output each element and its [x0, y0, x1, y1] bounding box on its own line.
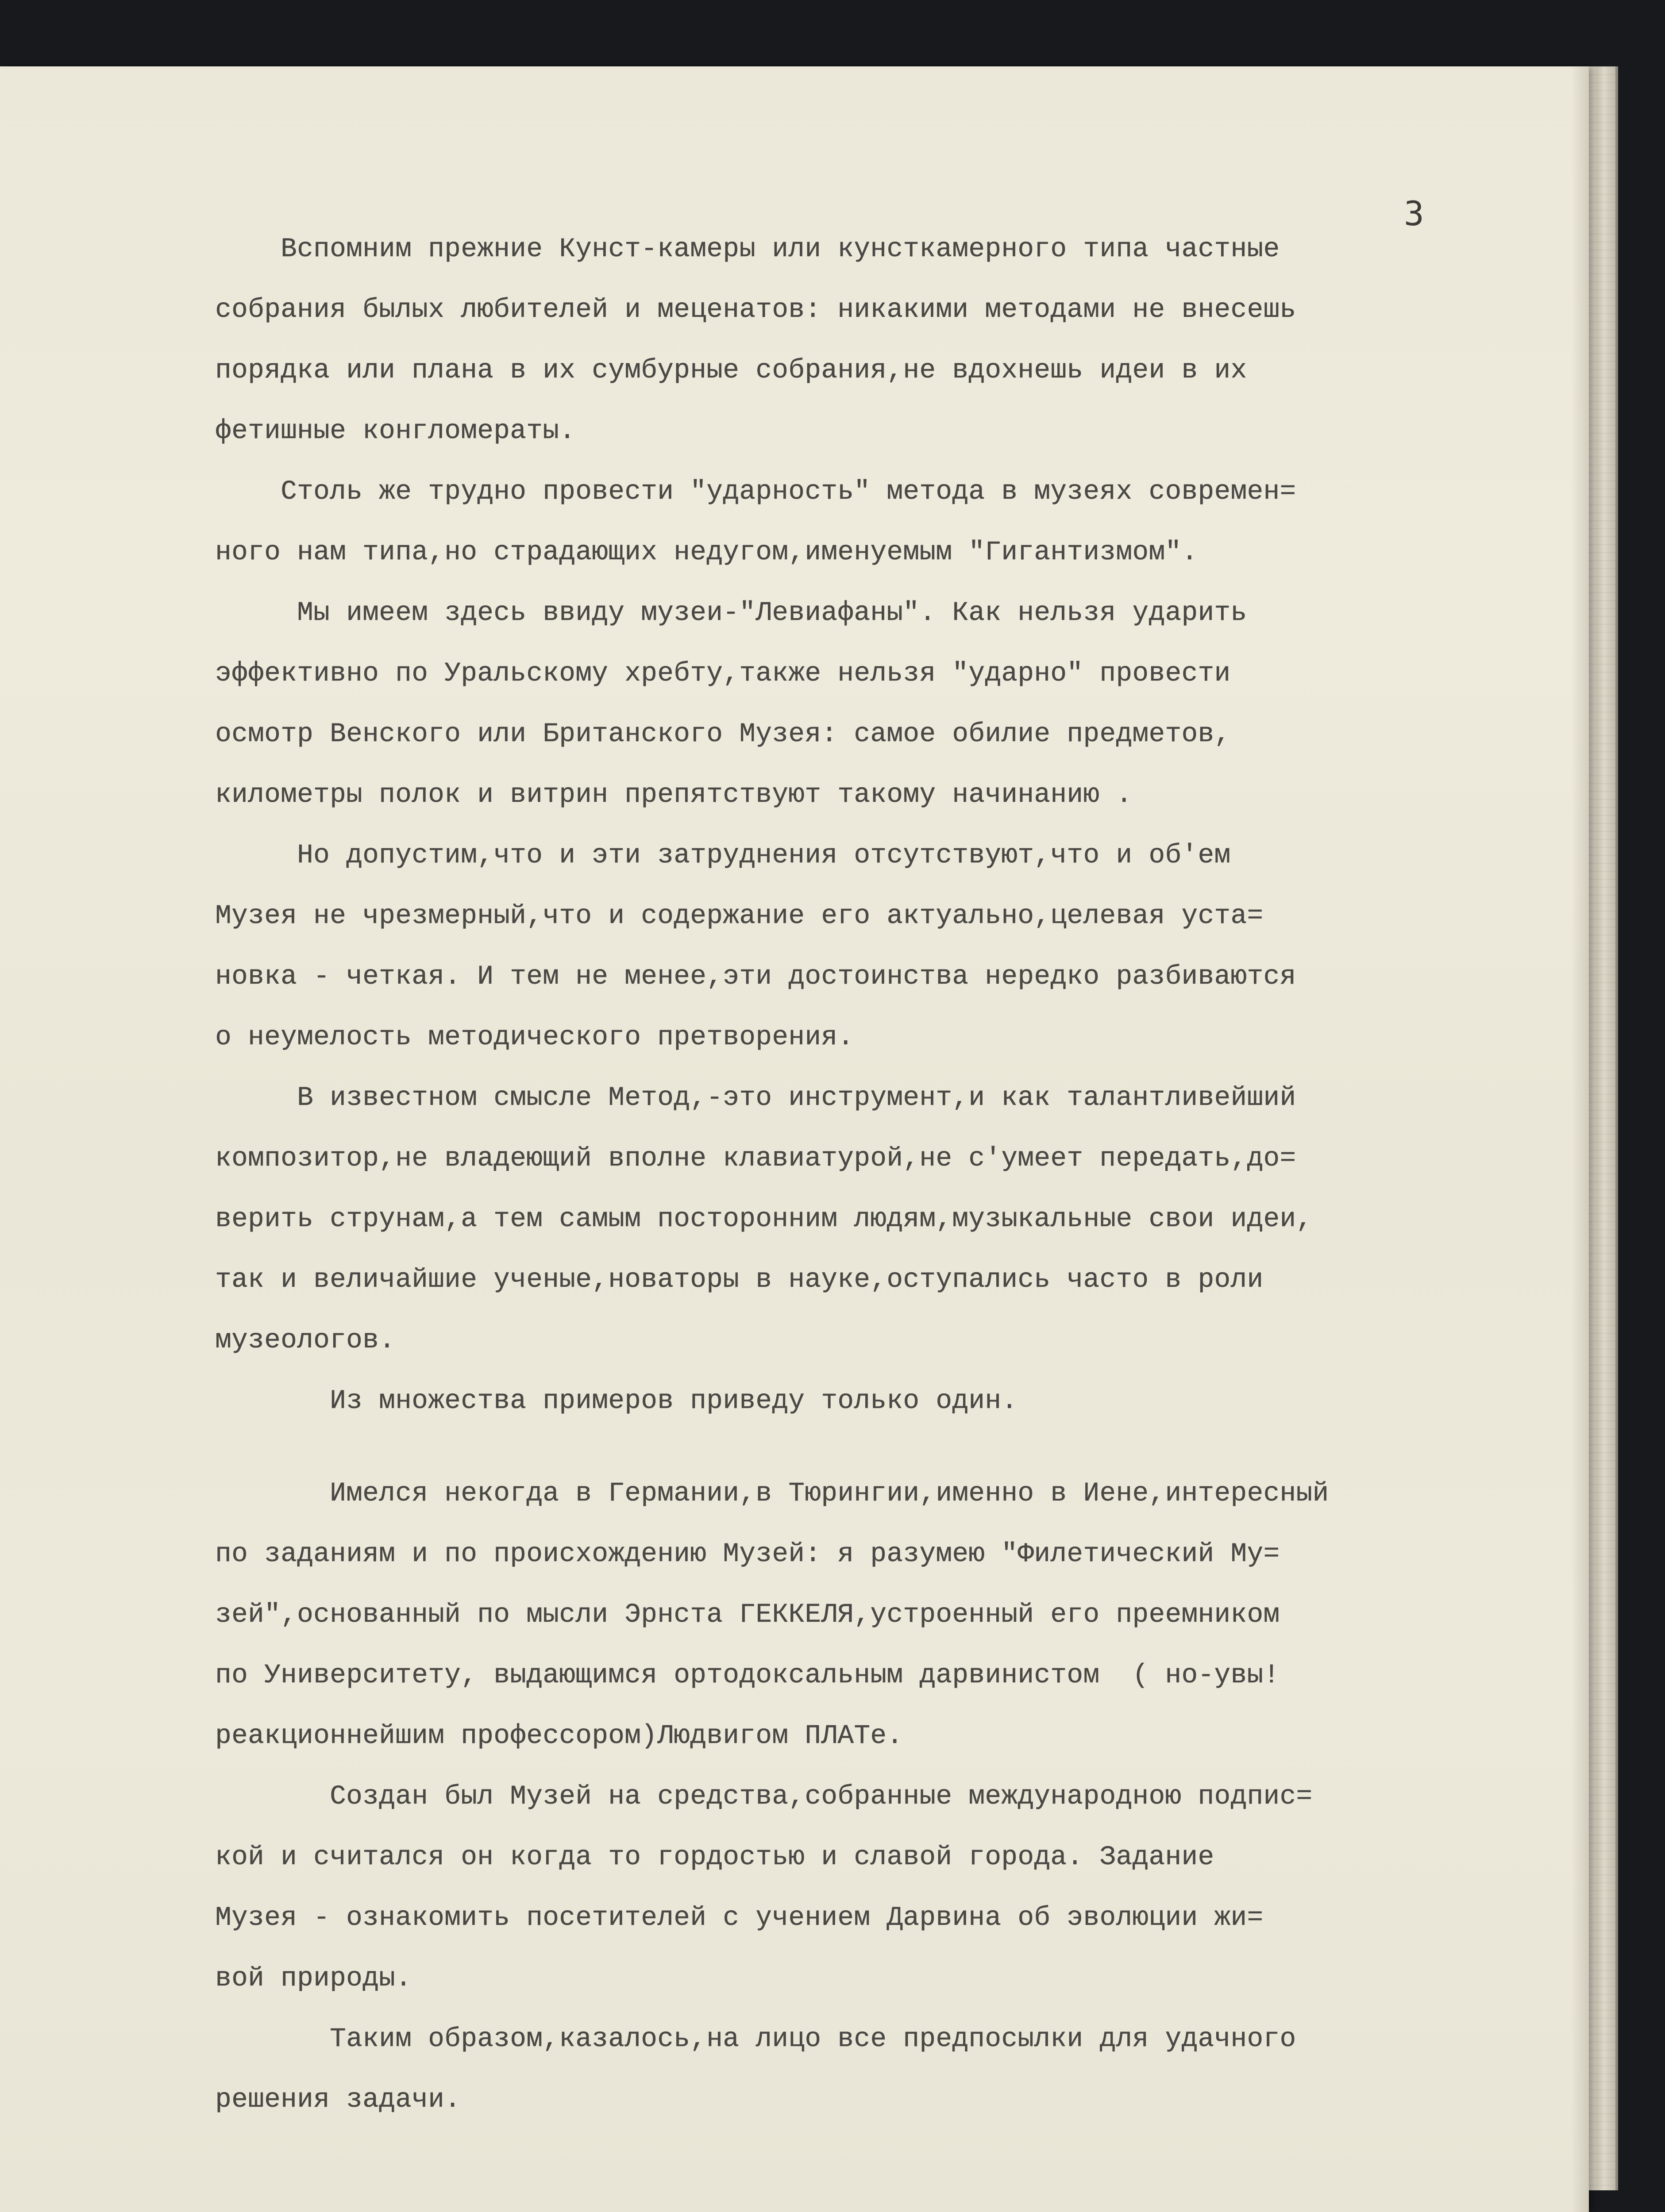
- text-line: эффективно по Уральскому хребту,также нельзя "ударно" провести: [215, 658, 1231, 689]
- text-line: ного нам типа,но страдающих недугом,именуемым "Гигантизмом".: [215, 537, 1198, 568]
- text-line: километры полок и витрин препятствуют такому начинанию .: [215, 780, 1133, 810]
- text-line: Столь же трудно провести "ударность" метода в музеях современ=: [215, 477, 1296, 507]
- text-line: реакционнейшим профессором)Людвигом ПЛАТе.: [215, 1721, 903, 1751]
- text-line: Но допустим,что и эти затруднения отсутствуют,что и об'ем: [215, 840, 1231, 871]
- text-line: Вспомним прежние Кунст-камеры или кунсткамерного типа частные: [215, 234, 1280, 265]
- typed-text-body: [215, 219, 1534, 2130]
- text-line: композитор,не владеющий вполне клавиатурой,не с'умеет передать,до=: [215, 1143, 1296, 1174]
- text-line: так и величайшие ученые,новаторы в науке,оступались часто в роли: [215, 1265, 1264, 1295]
- text-line: Создан был Музей на средства,собранные международною подпис=: [215, 1781, 1313, 1812]
- text-line: Таким образом,казалось,на лицо все предпосылки для удачного: [215, 2024, 1296, 2054]
- text-line: по Университету, выдающимся ортодоксальным дарвинистом ( но-увы!: [215, 1660, 1280, 1691]
- text-line: В известном смысле Метод,-это инструмент,и как талантливейший: [215, 1083, 1296, 1113]
- text-line: музеологов.: [215, 1325, 396, 1356]
- text-line: зей",основанный по мысли Эрнста ГЕККЕЛЯ,устроенный его преемником: [215, 1600, 1280, 1630]
- text-line: по заданиям и по происхождению Музей: я разумею "Филетический Му=: [215, 1539, 1280, 1570]
- text-line: новка - четкая. И тем не менее,эти достоинства нередко разбиваются: [215, 962, 1296, 992]
- text-line: порядка или плана в их сумбурные собрания,не вдохнешь идеи в их: [215, 355, 1247, 386]
- text-line: Из множества примеров приведу только один.: [215, 1386, 1018, 1416]
- text-line: верить струнам,а тем самым посторонним людям,музыкальные свои идеи,: [215, 1204, 1313, 1235]
- text-line: Имелся некогда в Германии,в Тюрингии,именно в Иене,интересный: [215, 1478, 1329, 1509]
- text-line: Музея - ознакомить посетителей с учением Дарвина об эволюции жи=: [215, 1903, 1264, 1933]
- text-line: фетишные конгломераты.: [215, 416, 576, 446]
- text-line: Мы имеем здесь ввиду музеи-"Левиафаны". Как нельзя ударить: [215, 598, 1247, 628]
- page-number: 3: [1404, 194, 1424, 233]
- text-line: вой природы.: [215, 1963, 412, 1994]
- text-line: Музея не чрезмерный,что и содержание его актуально,целевая уста=: [215, 901, 1264, 931]
- text-line: собрания былых любителей и меценатов: никакими методами не внесешь: [215, 295, 1296, 325]
- typewritten-page: [0, 66, 1589, 2212]
- text-line: решения задачи.: [215, 2085, 461, 2115]
- text-line: кой и считался он когда то гордостью и славой города. Задание: [215, 1842, 1214, 1873]
- text-line: о неумелость методического претворения.: [215, 1022, 854, 1053]
- text-line: осмотр Венского или Британского Музея: самое обилие предметов,: [215, 719, 1231, 750]
